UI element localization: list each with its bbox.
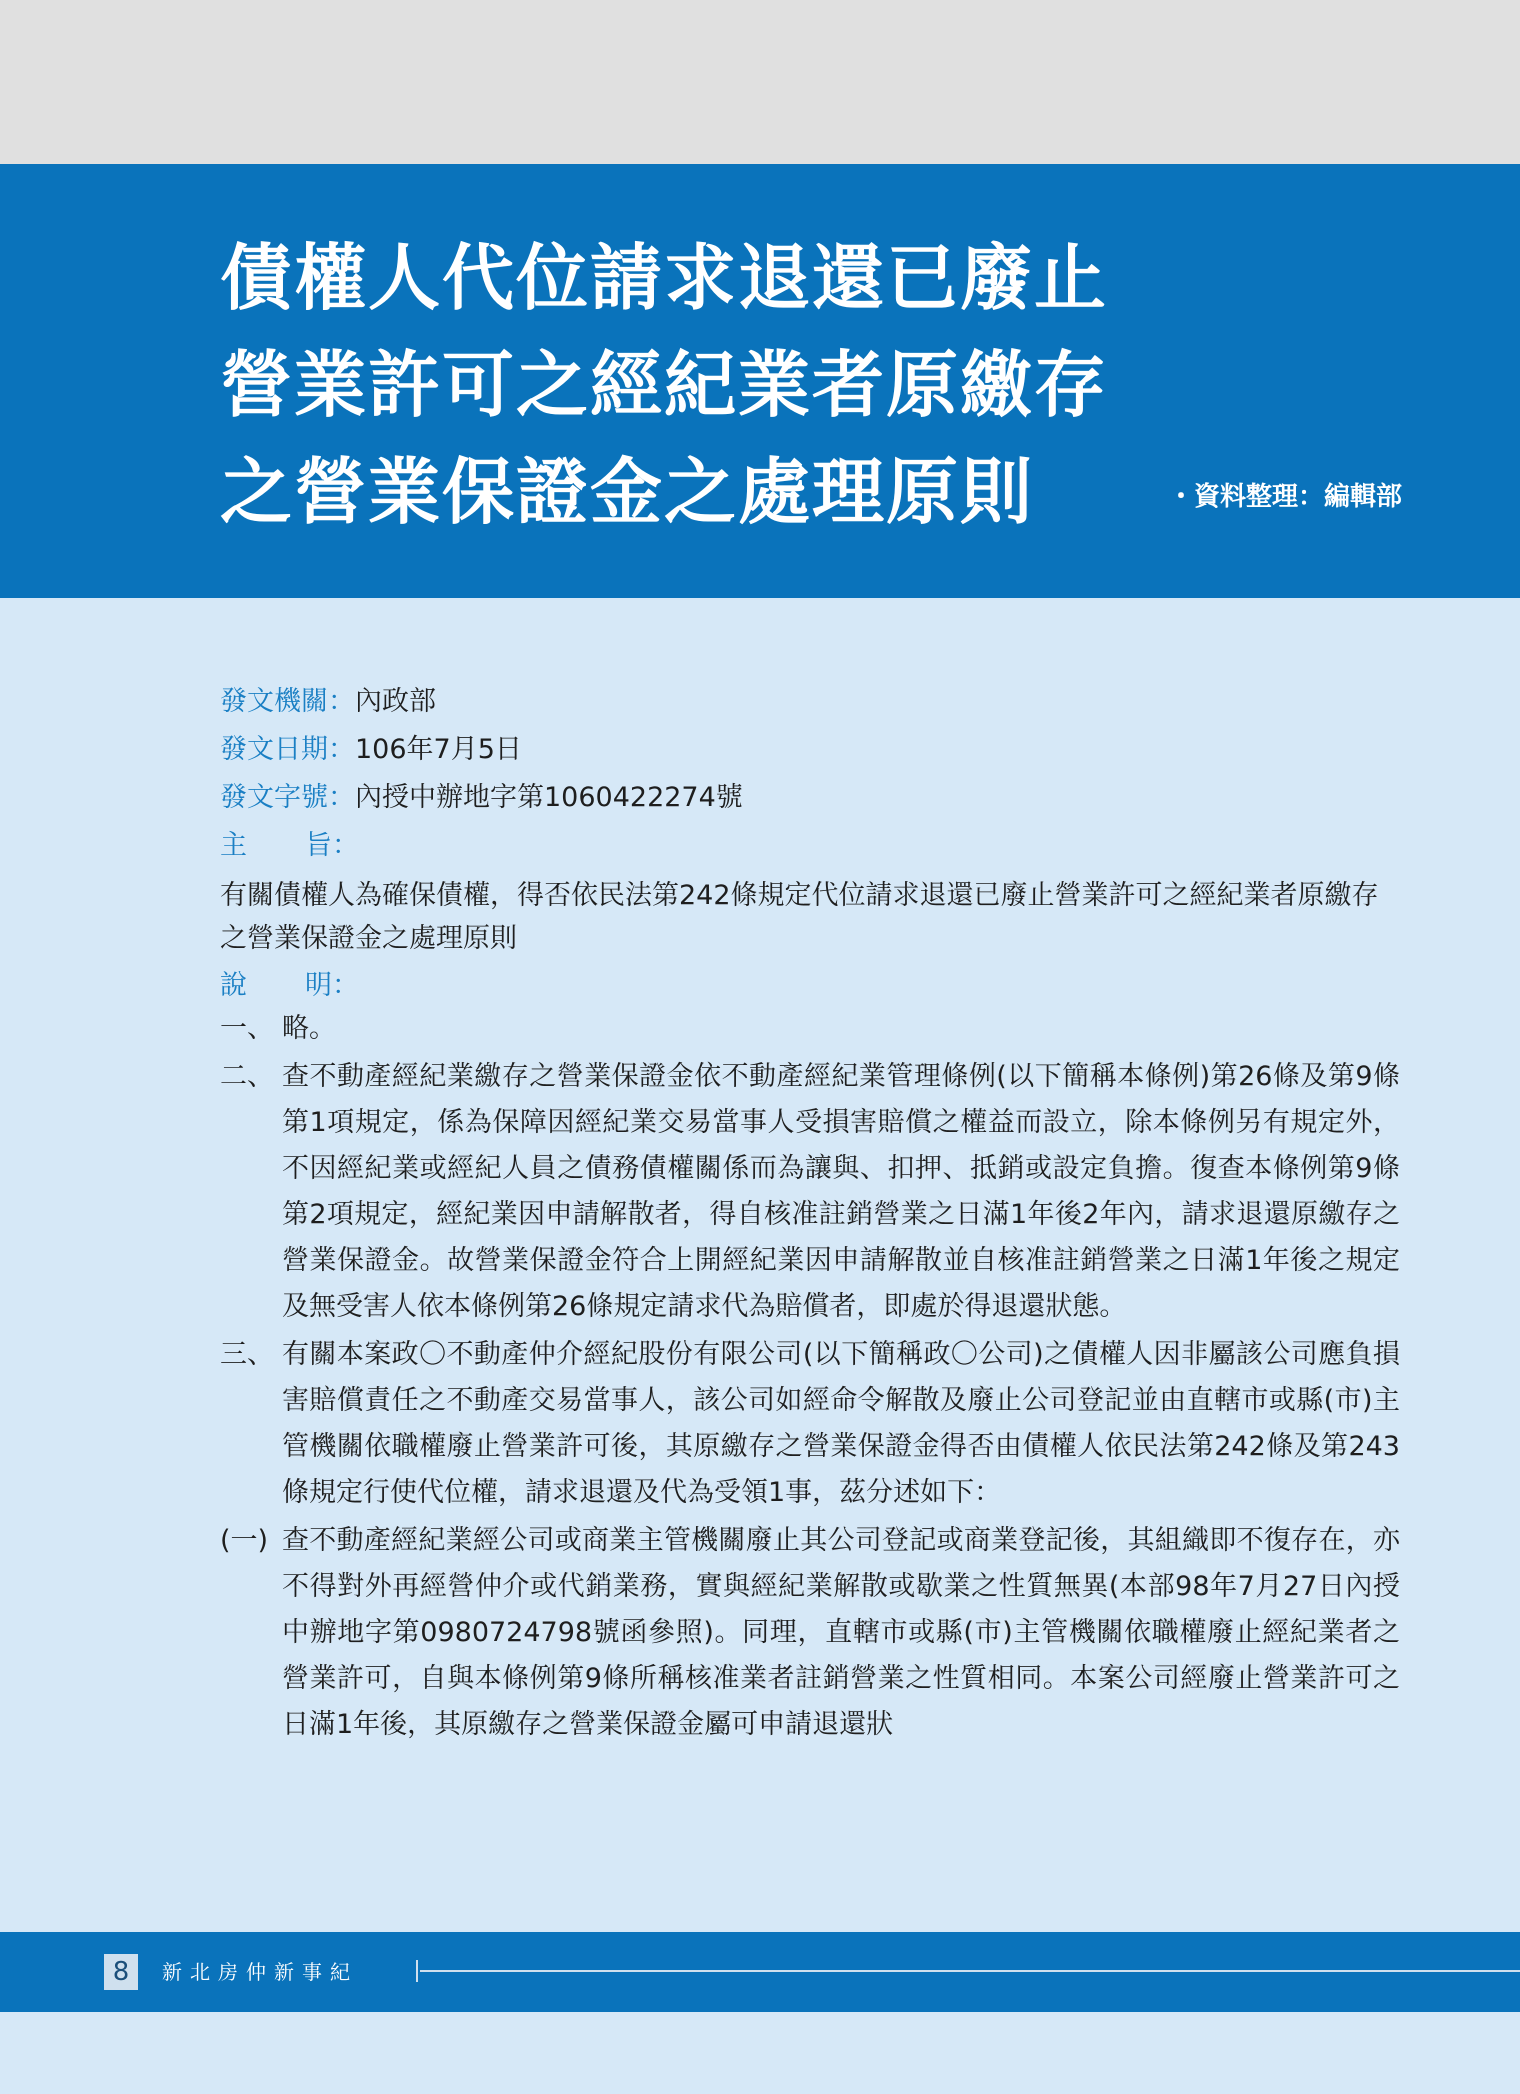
date-value: 106年7月5日 — [355, 734, 522, 765]
explain-label: 說 明 — [220, 970, 332, 1001]
item-text: 查不動產經紀業繳存之營業保證金依不動產經紀業管理條例(以下簡稱本條例)第26條及第9條第1項規定，係為保障因經紀業交易當事人受損害賠償之權益而設立，除本條例另有規定外，不因經紀業或經紀人員之債務債權關係而為讓與、扣押、抵銷或設定負擔。復查本條例第9條第2項規定，經紀業因申請解散者，得自核准註銷營業之日滿1年後2年內，請求退還原繳存之營業保證金。故營業保證金符合上開經紀業因申請解散並自核准註銷營業之日滿1年後之規定及無受害人依本條例第26條規定請求代為賠償者，即處於得退還狀態。 — [282, 1061, 1400, 1322]
magazine-name: 新北房仲新事紀 — [162, 1960, 358, 1984]
footer-rule-tick — [416, 1960, 418, 1982]
issuer-value: 內政部 — [355, 686, 436, 717]
item-number: 三、 — [220, 1339, 274, 1370]
date-label: 發文日期 — [220, 734, 328, 765]
title-line-3: 之營業保證金之處理原則 — [220, 450, 1035, 534]
colon: ： — [328, 734, 355, 765]
issuer-label: 發文機關 — [220, 686, 328, 717]
list-item — [220, 1518, 1400, 1748]
subject-row — [220, 822, 1400, 870]
document-meta — [220, 678, 1400, 1010]
colon: ： — [328, 686, 355, 717]
explain-row — [220, 962, 1400, 1010]
byline: ・資料整理：編輯部 — [1167, 482, 1402, 512]
colon: ： — [332, 830, 359, 861]
item-number: (一) — [220, 1525, 269, 1556]
subject-label: 主 旨 — [220, 830, 332, 861]
list-item — [220, 1332, 1400, 1516]
title-line-2: 營業許可之經紀業者原繳存 — [220, 343, 1109, 427]
item-text: 查不動產經紀業經公司或商業主管機關廢止其公司登記或商業登記後，其組織即不復存在，亦不得對外再經營仲介或代銷業務，實與經紀業解散或歇業之性質無異(本部98年7月27日內授中辦地字第0980724798號函參照)。同理，直轄市或縣(市)主管機關依職權廢止經紀業者之營業許可，自與本條例第9條所稱核准業者註銷營業之性質相同。本案公司經廢止營業許可之日滿1年後，其原繳存之營業保證金屬可申請退還狀 — [282, 1525, 1400, 1740]
title-line-1: 債權人代位請求退還已廢止 — [220, 236, 1109, 320]
issuer-row — [220, 678, 1400, 726]
article-title — [220, 225, 1200, 546]
colon: ： — [328, 782, 355, 813]
item-text: 有關本案政〇不動產仲介經紀股份有限公司(以下簡稱政〇公司)之債權人因非屬該公司應負損害賠償責任之不動產交易當事人，該公司如經命令解散及廢止公司登記並由直轄市或縣(市)主管機關依職權廢止營業許可後，其原繳存之營業保證金得否由債權人依民法第242條及第243條規定行使代位權，請求退還及代為受領1事，茲分述如下： — [282, 1339, 1400, 1508]
page-number: 8 — [104, 1954, 138, 1990]
item-number: 一、 — [220, 1013, 274, 1044]
list-item — [220, 1006, 1400, 1052]
doc-no-label: 發文字號 — [220, 782, 328, 813]
date-row — [220, 726, 1400, 774]
footer-rule — [420, 1970, 1520, 1972]
doc-no-row — [220, 774, 1400, 822]
colon: ： — [332, 970, 359, 1001]
item-number: 二、 — [220, 1061, 274, 1092]
doc-no-value: 內授中辦地字第1060422274號 — [355, 782, 743, 813]
explanation-list — [220, 1006, 1400, 1748]
subject-text: 有關債權人為確保債權，得否依民法第242條規定代位請求退還已廢止營業許可之經紀業者原繳存之營業保證金之處理原則 — [220, 880, 1379, 954]
top-margin — [0, 0, 1520, 164]
item-text: 略。 — [282, 1013, 336, 1044]
list-item — [220, 1054, 1400, 1330]
